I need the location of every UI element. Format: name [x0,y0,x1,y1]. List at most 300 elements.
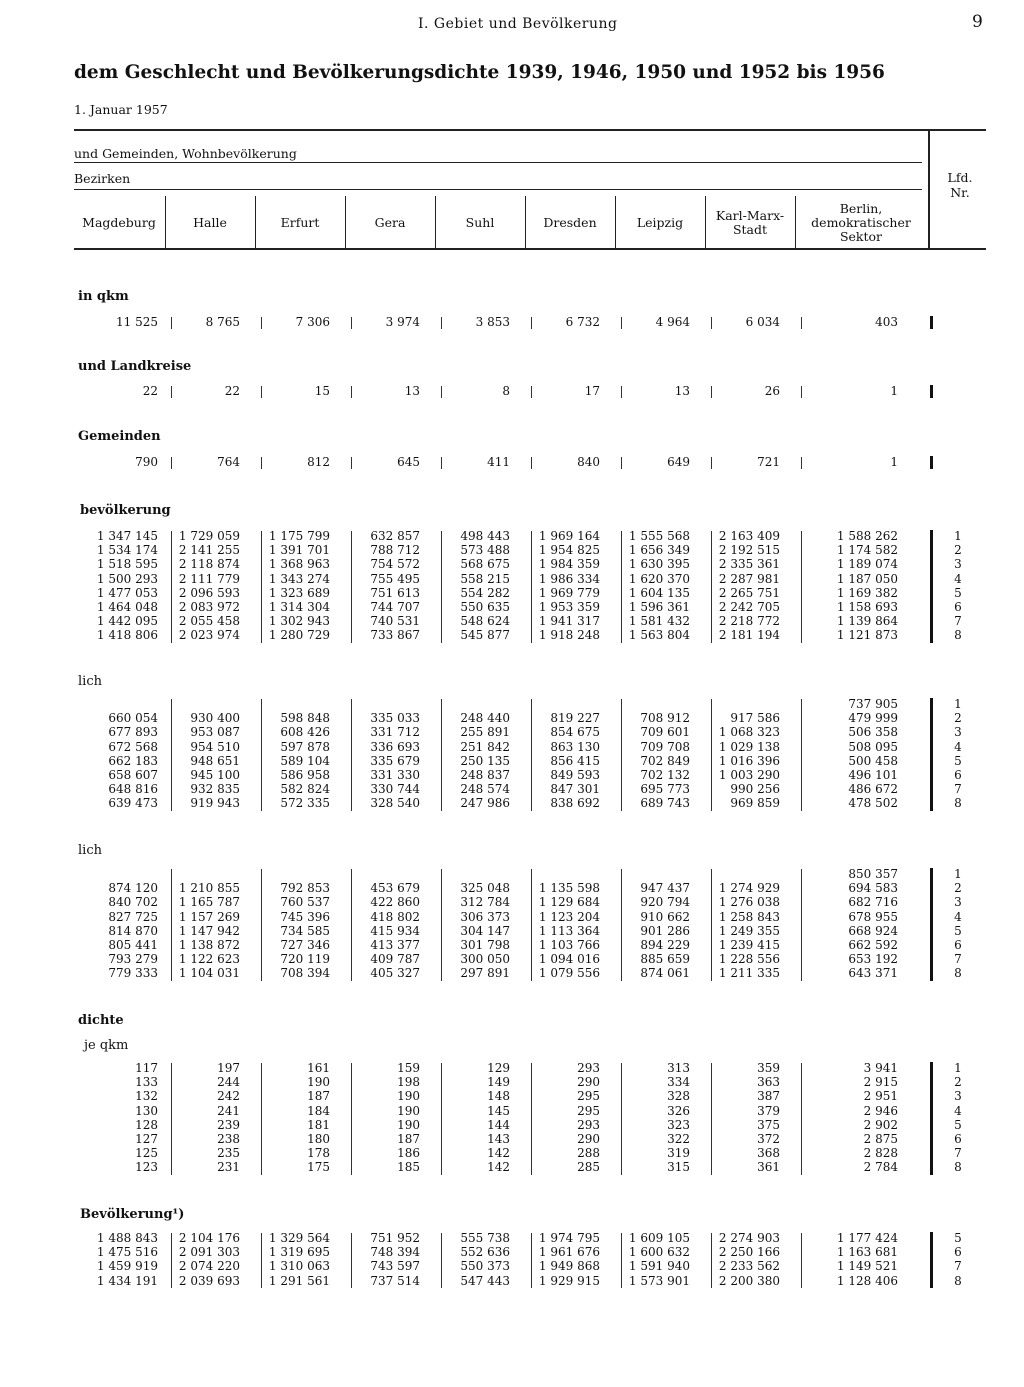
table-cell: 919 943 [190,796,240,811]
table-cell: 300 050 [460,952,510,967]
table-cell: 1 280 729 [268,628,330,643]
rule-lfd-separator [928,131,930,248]
row-number: 3 [954,1089,962,1104]
table-cell: 185 [397,1160,420,1175]
column-header-6: Dresden [543,215,597,230]
table-cell: 2 902 [863,1117,898,1132]
table-cell: 2 039 693 [178,1273,240,1288]
table-cell: 379 [757,1103,780,1118]
table-cell: 702 849 [640,753,690,768]
table-cell: 248 574 [460,782,510,797]
table-cell: 1 068 323 [718,725,780,740]
table-cell: 1 343 274 [268,571,330,586]
table-cell: 1 391 701 [268,543,330,558]
rule-top [74,129,986,131]
table-cell: 672 568 [108,739,158,754]
table-cell: 368 [757,1146,780,1161]
table-cell: 285 [577,1160,600,1175]
row-number: 1 [954,697,962,711]
table-cell: 304 147 [460,923,510,938]
row-number: 8 [954,1160,962,1175]
row-number: 2 [954,711,962,726]
table-cell: 1 969 779 [538,585,600,600]
table-cell: 874 061 [640,966,690,981]
row-number: 8 [954,628,962,643]
lfd-bar [930,385,933,398]
row-number: 1 [954,867,962,881]
table-cell: 297 891 [460,966,510,981]
table-cell: 1 211 335 [718,966,780,981]
table-cell: 1 941 317 [538,614,600,629]
table-cell: 2 181 194 [718,628,780,643]
table-cell: 506 358 [848,725,898,740]
table-cell: 132 [135,1089,158,1104]
table-cell: 498 443 [460,529,510,543]
table-cell: 827 725 [108,909,158,924]
table-cell: 727 346 [280,938,330,952]
table-cell: 598 848 [280,711,330,726]
table-cell: 478 502 [848,796,898,811]
table-cell: 415 934 [370,923,420,938]
row-number: 2 [954,881,962,896]
table-cell: 645 [397,455,420,469]
table-cell: 1 588 262 [836,529,898,543]
row-number: 7 [954,952,962,967]
table-cell: 812 [307,455,330,469]
section-label: und Landkreise [78,359,192,374]
table-cell: 751 613 [370,585,420,600]
table-cell: 1 210 855 [178,881,240,896]
table-cell: 649 [667,455,690,469]
column-header-3: Erfurt [280,215,320,230]
table-cell: 597 878 [280,739,330,754]
table-cell: 1 347 145 [96,529,158,543]
table-cell: 1 239 415 [718,938,780,952]
table-cell: 668 924 [848,923,898,938]
table-cell: 187 [397,1132,420,1146]
table-cell: 334 [667,1075,690,1090]
table-cell: 745 396 [280,909,330,924]
table-cell: 1 189 074 [836,557,898,572]
rule-group2 [74,189,922,190]
table-cell: 1 187 050 [836,571,898,586]
table-cell: 7 306 [295,315,330,329]
row-number: 1 [954,1061,962,1075]
table-title: dem Geschlecht und Bevölkerungsdichte 1939, 1946, 1950 und 1952 bis 1956 [74,62,885,83]
table-cell: 411 [487,455,510,469]
table-cell: 375 [757,1117,780,1132]
table-cell: 1 918 248 [538,628,600,643]
table-cell: 508 095 [848,739,898,754]
row-number: 5 [954,585,962,600]
table-cell: 22 [224,384,240,398]
row-number: 4 [954,909,962,924]
table-cell: 313 [667,1061,690,1075]
row-number: 8 [954,966,962,981]
table-cell: 306 373 [460,909,510,924]
table-cell: 947 437 [640,881,690,896]
table-cell: 500 458 [848,753,898,768]
table-cell: 244 [217,1075,240,1090]
table-cell: 2 951 [863,1089,898,1104]
table-cell: 1 961 676 [538,1245,600,1260]
table-cell: 26 [764,384,780,398]
table-cell: 2 784 [863,1160,898,1175]
table-cell: 1 518 595 [96,557,158,572]
column-header-1: Magdeburg [82,215,156,230]
table-cell: 2 096 593 [178,585,240,600]
table-cell: 764 [217,455,240,469]
row-number: 6 [954,1132,962,1146]
table-cell: 1 123 204 [538,909,600,924]
table-cell: 1 113 364 [538,923,600,938]
column-divider [801,869,802,981]
table-cell: 1 563 804 [628,628,690,643]
column-divider [801,386,802,398]
table-cell: 969 859 [730,796,780,811]
table-cell: 295 [577,1089,600,1104]
column-header-7: Leipzig [636,215,684,230]
table-cell: 779 333 [108,966,158,981]
table-cell: 322 [667,1132,690,1146]
table-cell: 743 597 [370,1259,420,1274]
table-cell: 129 [487,1061,510,1075]
table-cell: 251 842 [460,739,510,754]
column-header-4: Gera [374,215,406,230]
table-cell: 754 572 [370,557,420,572]
table-cell: 1 581 432 [628,614,690,629]
table-cell: 293 [577,1117,600,1132]
lfd-bar [930,530,933,643]
table-cell: 149 [487,1075,510,1090]
table-cell: 453 679 [370,881,420,896]
table-cell: 721 [757,455,780,469]
table-cell: 1 604 135 [628,585,690,600]
table-cell: 295 [577,1103,600,1118]
table-cell: 1 314 304 [268,600,330,614]
table-cell: 1 656 349 [628,543,690,558]
table-cell: 586 958 [280,768,330,782]
table-cell: 290 [577,1132,600,1146]
table-cell: 1 984 359 [538,557,600,572]
table-cell: 1 949 868 [538,1259,600,1274]
table-cell: 4 964 [655,315,690,329]
table-cell: 231 [217,1160,240,1175]
table-cell: 1 953 359 [538,600,600,614]
table-cell: 792 853 [280,881,330,896]
table-cell: 1 029 138 [718,739,780,754]
table-cell: 1 291 561 [268,1273,330,1288]
table-cell: 1 149 521 [836,1259,898,1274]
table-cell: 917 586 [730,711,780,726]
table-cell: 1 488 843 [96,1231,158,1245]
table-cell: 247 986 [460,796,510,811]
row-number: 8 [954,796,962,811]
table-cell: 2 083 972 [178,600,240,614]
table-cell: 1 310 063 [268,1259,330,1274]
table-cell: 838 692 [550,796,600,811]
table-cell: 328 540 [370,796,420,811]
table-cell: 1 079 556 [538,966,600,981]
table-cell: 248 440 [460,711,510,726]
row-number: 5 [954,1117,962,1132]
table-cell: 1 600 632 [628,1245,690,1260]
table-cell: 550 373 [460,1259,510,1274]
column-header-2: Halle [193,215,227,230]
table-cell: 1 596 361 [628,600,690,614]
table-cell: 1 128 406 [836,1273,898,1288]
table-cell: 954 510 [190,739,240,754]
section-label: lich [78,843,102,858]
table-cell: 187 [307,1089,330,1104]
table-cell: 328 [667,1089,690,1104]
table-cell: 788 712 [370,543,420,558]
table-cell: 175 [307,1160,330,1175]
table-cell: 159 [397,1061,420,1075]
table-cell: 197 [217,1061,240,1075]
table-cell: 178 [307,1146,330,1161]
table-cell: 13 [674,384,690,398]
table-cell: 709 708 [640,739,690,754]
table-cell: 1 165 787 [178,895,240,910]
column-divider [801,317,802,329]
table-cell: 325 048 [460,881,510,896]
section-label: in qkm [78,289,129,304]
table-cell: 555 738 [460,1231,510,1245]
table-cell: 331 712 [370,725,420,740]
table-cell: 290 [577,1075,600,1090]
table-cell: 1 274 929 [718,881,780,896]
row-number: 8 [954,1273,962,1288]
row-number: 4 [954,571,962,586]
table-cell: 1 319 695 [268,1245,330,1260]
row-number: 3 [954,725,962,740]
table-cell: 572 335 [280,796,330,811]
table-cell: 1 302 943 [268,614,330,629]
table-cell: 405 327 [370,966,420,981]
table-cell: 689 743 [640,796,690,811]
table-cell: 548 624 [460,614,510,629]
table-cell: 885 659 [640,952,690,967]
table-cell: 1 368 963 [268,557,330,572]
table-cell: 288 [577,1146,600,1161]
table-cell: 744 707 [370,600,420,614]
table-cell: 142 [487,1160,510,1175]
table-cell: 740 531 [370,614,420,629]
table-cell: 2 218 772 [718,614,780,629]
table-cell: 874 120 [108,881,158,896]
column-divider [801,699,802,811]
row-number: 1 [954,529,962,543]
table-cell: 1 974 795 [538,1231,600,1245]
row-number: 4 [954,1103,962,1118]
table-cell: 330 744 [370,782,420,797]
table-cell: 1 459 919 [96,1259,158,1274]
table-cell: 372 [757,1132,780,1146]
table-cell: 130 [135,1103,158,1118]
table-cell: 910 662 [640,909,690,924]
table-cell: 653 192 [848,952,898,967]
table-cell: 854 675 [550,725,600,740]
column-divider [801,1063,802,1175]
table-cell: 335 679 [370,753,420,768]
table-cell: 660 054 [108,711,158,726]
table-cell: 198 [397,1075,420,1090]
table-cell: 418 802 [370,909,420,924]
table-cell: 790 [135,455,158,469]
row-number: 5 [954,923,962,938]
table-cell: 678 955 [848,909,898,924]
table-cell: 13 [404,384,420,398]
table-cell: 920 794 [640,895,690,910]
table-cell: 144 [487,1117,510,1132]
table-cell: 128 [135,1117,158,1132]
table-cell: 250 135 [460,753,510,768]
table-cell: 1 157 269 [178,909,240,924]
table-cell: 554 282 [460,585,510,600]
table-cell: 568 675 [460,557,510,572]
table-cell: 11 525 [116,315,158,329]
table-cell: 15 [314,384,330,398]
table-cell: 239 [217,1117,240,1132]
table-cell: 1 158 693 [836,600,898,614]
table-cell: 793 279 [108,952,158,967]
table-cell: 658 607 [108,768,158,782]
row-number: 6 [954,1245,962,1260]
table-cell: 2 287 981 [718,571,780,586]
table-cell: 932 835 [190,782,240,797]
row-number: 7 [954,1259,962,1274]
table-cell: 409 787 [370,952,420,967]
table-cell: 1 591 940 [628,1259,690,1274]
table-cell: 608 426 [280,725,330,740]
table-subtitle: 1. Januar 1957 [74,102,168,117]
table-cell: 3 853 [475,315,510,329]
running-title: I. Gebiet und Bevölkerung [418,16,618,32]
table-cell: 2 111 779 [178,571,240,586]
table-cell: 6 034 [745,315,780,329]
table-cell: 550 635 [460,600,510,614]
table-cell: 589 104 [280,753,330,768]
table-cell: 639 473 [108,796,158,811]
table-cell: 315 [667,1160,690,1175]
table-cell: 1 228 556 [718,952,780,967]
table-cell: 190 [397,1103,420,1118]
table-cell: 2 163 409 [718,529,780,543]
row-number: 6 [954,938,962,952]
table-cell: 930 400 [190,711,240,726]
table-cell: 2 875 [863,1132,898,1146]
table-cell: 1 555 568 [628,529,690,543]
table-cell: 2 274 903 [718,1231,780,1245]
table-cell: 336 693 [370,739,420,754]
table-cell: 326 [667,1103,690,1118]
table-cell: 737 905 [848,697,898,711]
table-cell: 145 [487,1103,510,1118]
table-cell: 1 135 598 [538,881,600,896]
table-cell: 6 732 [565,315,600,329]
table-cell: 2 233 562 [718,1259,780,1274]
header-lfd-nr: Lfd. Nr. [947,170,973,200]
table-cell: 2 242 705 [718,600,780,614]
table-cell: 1 464 048 [96,600,158,614]
table-cell: 1 016 396 [718,753,780,768]
row-number: 5 [954,753,962,768]
section-label: bevölkerung [80,503,171,518]
table-cell: 3 974 [385,315,420,329]
table-cell: 1 258 843 [718,909,780,924]
table-cell: 2 946 [863,1103,898,1118]
table-cell: 293 [577,1061,600,1075]
column-header-8: Karl-Marx-Stadt [715,208,785,237]
table-cell: 1 177 424 [836,1231,898,1245]
section-label: dichte [78,1013,124,1028]
table-cell: 331 330 [370,768,420,782]
table-cell: 1 729 059 [178,529,240,543]
lfd-bar [930,316,933,329]
table-cell: 241 [217,1103,240,1118]
table-cell: 558 215 [460,571,510,586]
table-cell: 235 [217,1146,240,1161]
table-cell: 1 630 395 [628,557,690,572]
table-cell: 2 055 458 [178,614,240,629]
table-cell: 840 [577,455,600,469]
table-cell: 1 175 799 [268,529,330,543]
column-divider [801,1233,802,1288]
table-cell: 1 [890,384,898,398]
table-cell: 323 [667,1117,690,1132]
table-cell: 1 [890,455,898,469]
table-cell: 1 139 864 [836,614,898,629]
table-cell: 1 418 806 [96,628,158,643]
rule-group1 [74,162,922,163]
table-cell: 2 192 515 [718,543,780,558]
table-cell: 161 [307,1061,330,1075]
table-cell: 552 636 [460,1245,510,1260]
lfd-bar [930,698,933,811]
table-cell: 496 101 [848,768,898,782]
row-number: 7 [954,1146,962,1161]
row-number: 5 [954,1231,962,1245]
section-sublabel: je qkm [84,1038,129,1053]
column-divider [801,531,802,643]
table-cell: 142 [487,1146,510,1161]
row-number: 4 [954,739,962,754]
table-cell: 662 592 [848,938,898,952]
table-cell: 2 023 974 [178,628,240,643]
table-cell: 1 986 334 [538,571,600,586]
row-number: 6 [954,600,962,614]
table-cell: 1 323 689 [268,585,330,600]
table-cell: 748 394 [370,1245,420,1260]
table-cell: 413 377 [370,938,420,952]
table-cell: 708 394 [280,966,330,981]
table-cell: 1 442 095 [96,614,158,629]
table-cell: 143 [487,1132,510,1146]
table-cell: 312 784 [460,895,510,910]
table-cell: 1 475 516 [96,1245,158,1260]
table-cell: 1 609 105 [628,1231,690,1245]
table-cell: 760 537 [280,895,330,910]
table-cell: 682 716 [848,895,898,910]
table-cell: 1 174 582 [836,543,898,558]
table-cell: 695 773 [640,782,690,797]
table-cell: 1 122 623 [178,952,240,967]
page-number: 9 [972,12,983,32]
table-cell: 945 100 [190,768,240,782]
table-cell: 1 147 942 [178,923,240,938]
table-cell: 2 200 380 [718,1273,780,1288]
